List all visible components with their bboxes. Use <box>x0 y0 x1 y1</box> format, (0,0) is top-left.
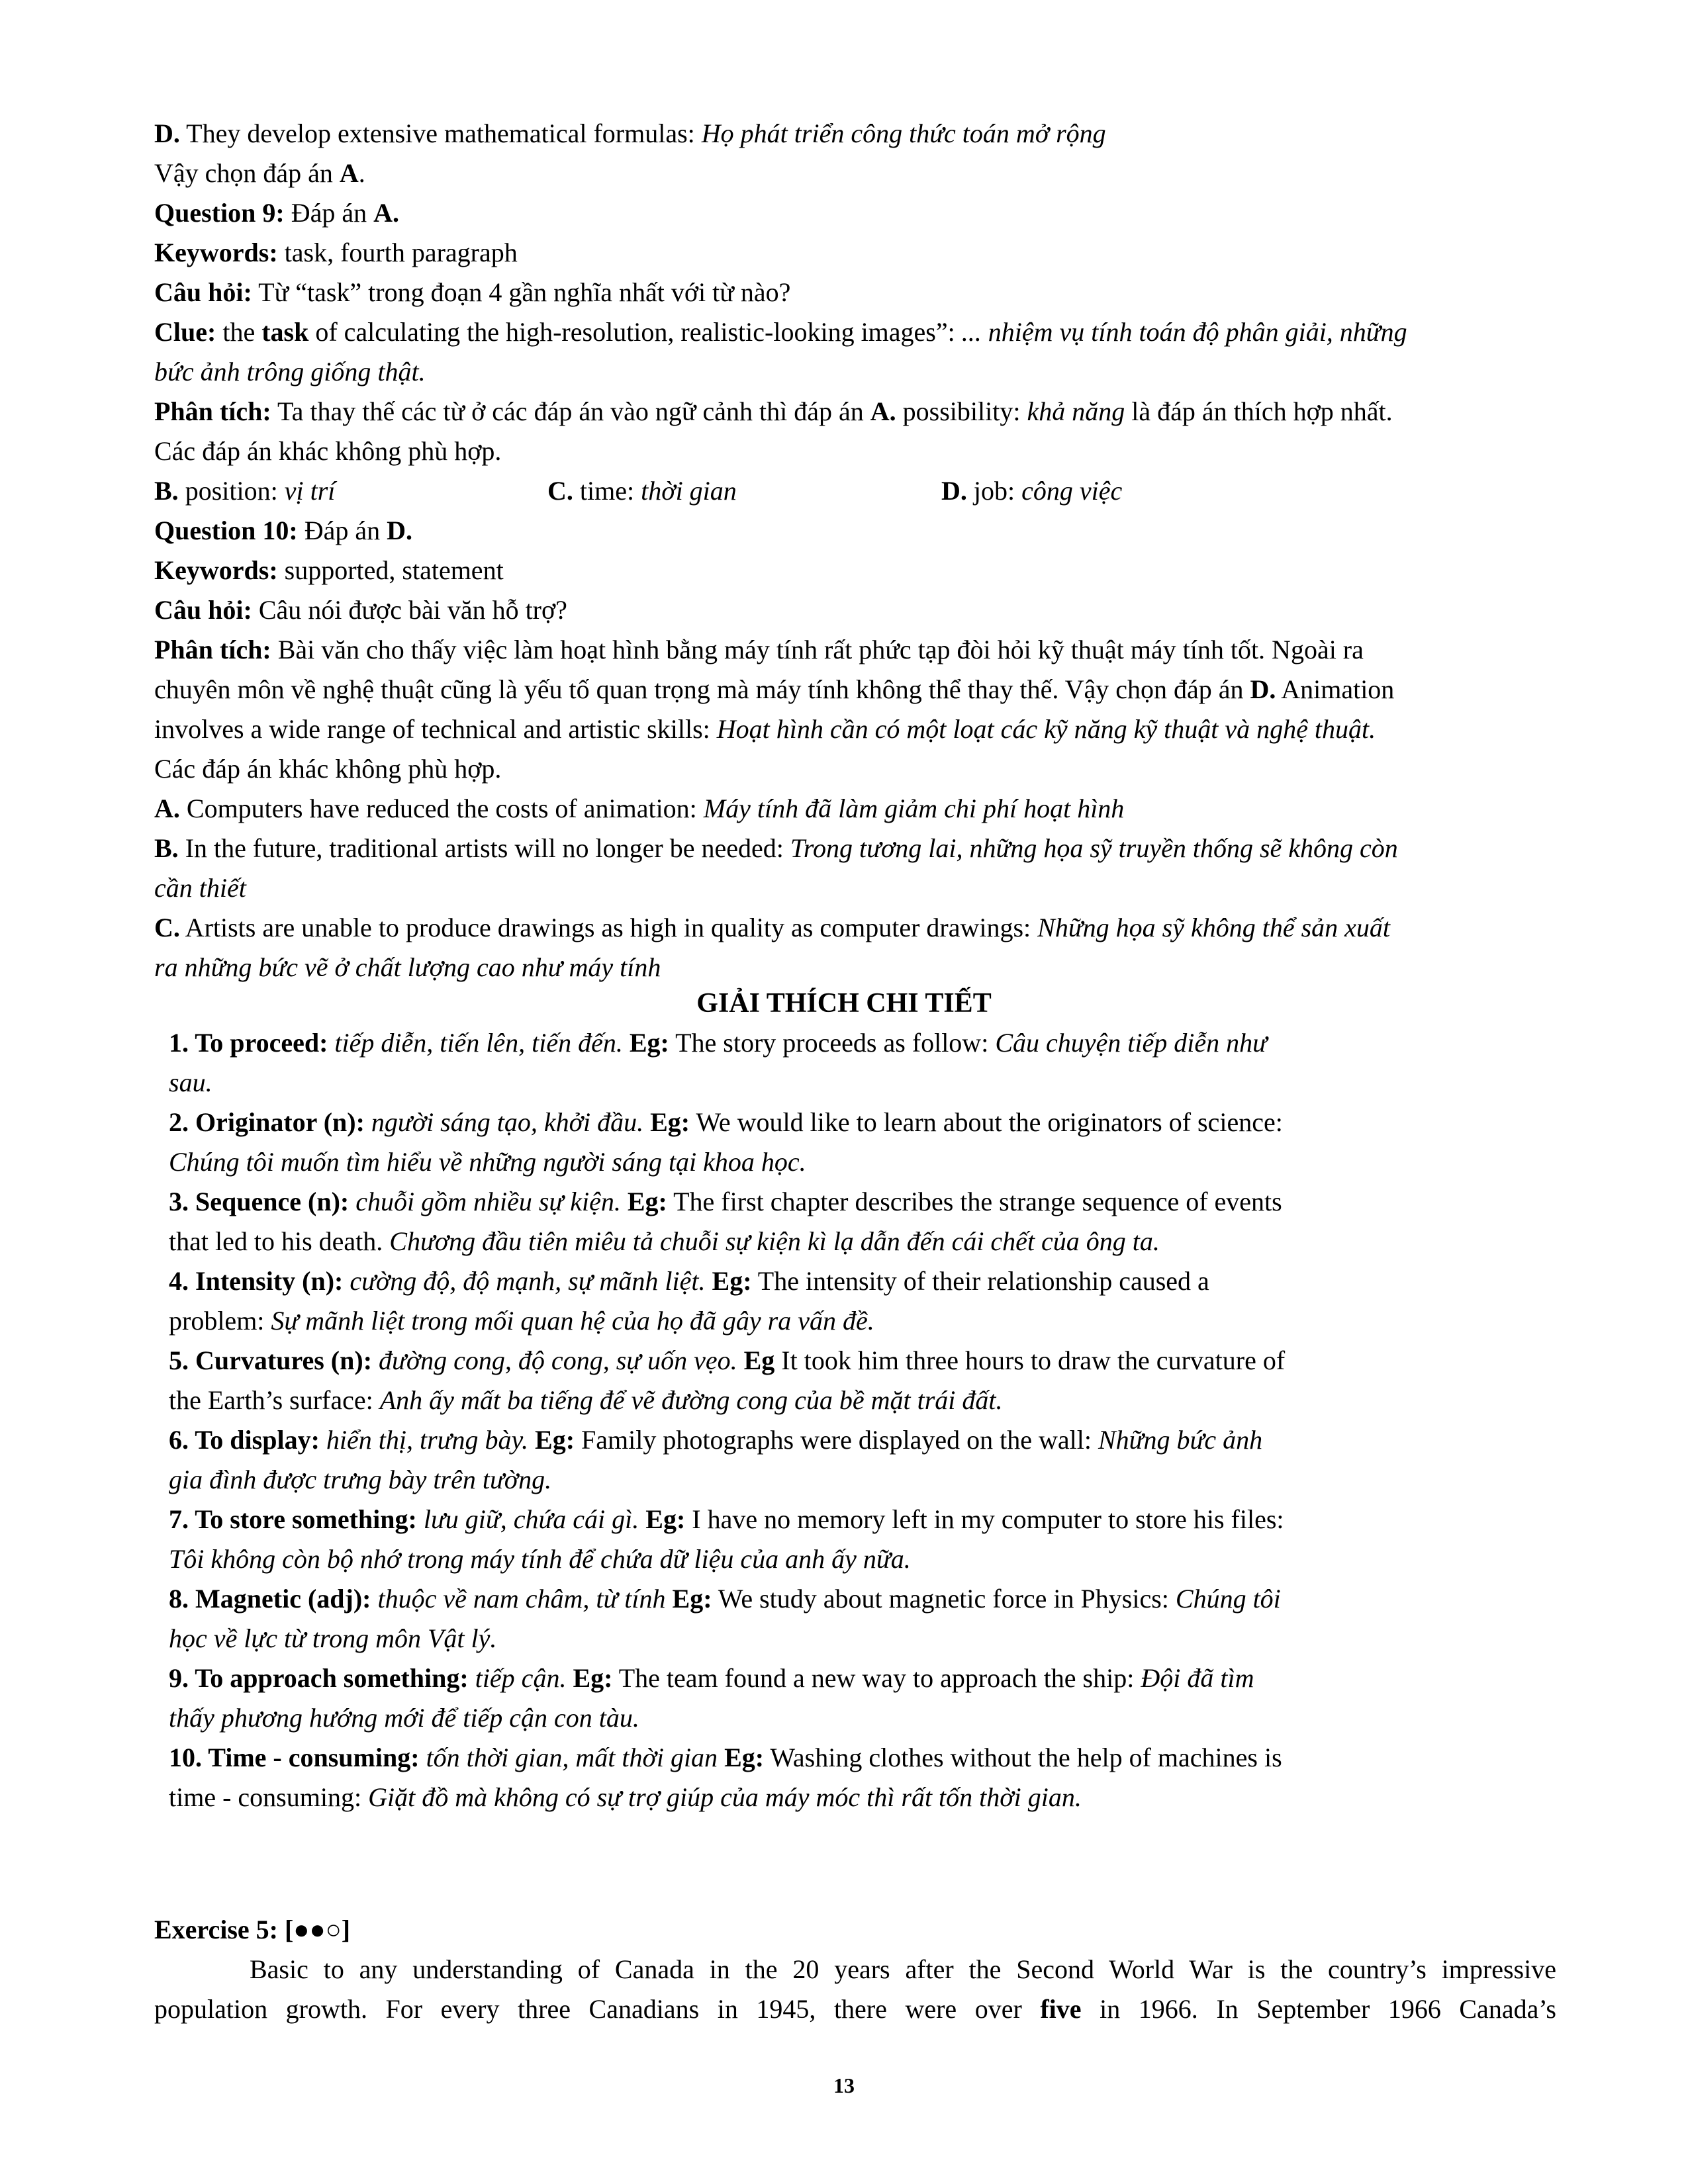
q8-option-d <box>154 118 1106 150</box>
clue-keyword: task <box>261 317 309 347</box>
conclusion-suffix: . <box>358 158 365 188</box>
option-text: Computers have reduced the costs of animation: <box>179 794 704 823</box>
vocab-eg-label: Eg: <box>643 1107 690 1137</box>
vocab-item-cont <box>169 1702 639 1734</box>
vocab-item <box>169 1742 1282 1774</box>
vocab-example-translation: Tôi không còn bộ nhớ trong máy tính để chứa dữ liệu của anh ấy nữa. <box>169 1544 911 1574</box>
vocab-example-translation: học về lực từ trong môn Vật lý. <box>169 1623 497 1653</box>
analysis-answer: D. <box>1250 674 1276 704</box>
vocab-item-cont <box>169 1226 1160 1257</box>
exercise-paragraph-line-1 <box>154 1954 1556 1985</box>
vocab-example-translation: Đội đã tìm <box>1141 1663 1254 1693</box>
option-text: job: <box>966 476 1022 506</box>
option-translation: Máy tính đã làm giảm chi phí hoạt hình <box>703 794 1125 823</box>
vocab-item-cont <box>169 1305 874 1337</box>
option-translation: Họ phát triển công thức toán mở rộng <box>701 118 1106 148</box>
analysis-label: Phân tích: <box>154 396 271 426</box>
option-text: position: <box>178 476 285 506</box>
q9-analysis <box>154 396 1393 428</box>
vocab-item-cont <box>169 1464 551 1496</box>
vocab-item-cont <box>169 1067 212 1099</box>
clue-text: of calculating the high-resolution, realistic-looking images”: <box>308 317 962 347</box>
vocab-item <box>169 1265 1209 1297</box>
vocab-example-translation: thấy phương hướng mới để tiếp cận con tàu. <box>169 1703 639 1733</box>
question-label: Câu hỏi: <box>154 277 252 307</box>
q10-analysis-2 <box>154 674 1394 705</box>
option-translation: thời gian <box>641 476 737 506</box>
vocab-example: The first chapter describes the strange sequence of events <box>667 1187 1282 1216</box>
analysis-text: possibility: <box>896 396 1027 426</box>
vocab-example: The team found a new way to approach the ship: <box>612 1663 1141 1693</box>
vocab-example-translation: Chúng tôi <box>1175 1584 1281 1614</box>
vocab-term: 9. To approach something: <box>169 1663 469 1693</box>
vocab-item <box>169 1424 1262 1456</box>
vocab-example-translation: Chương đầu tiên miêu tả chuỗi sự kiện kì lạ dẫn đến cái chết của ông ta. <box>389 1226 1160 1256</box>
vocab-term: 5. Curvatures (n): <box>169 1345 373 1375</box>
heading-text: Đáp án <box>297 516 387 545</box>
vocab-eg-label: Eg: <box>528 1425 575 1455</box>
vocab-item <box>169 1107 1283 1138</box>
paragraph-text: population growth. For every three Canadians in 1945, there were over <box>154 1994 1041 2024</box>
vocab-term: 3. Sequence (n): <box>169 1187 350 1216</box>
vocab-item-cont <box>169 1623 496 1655</box>
clue-text: the <box>216 317 262 347</box>
q10-question <box>154 594 567 626</box>
q9-clue-cont <box>154 356 426 388</box>
vocab-meaning: hiển thị, trưng bày. <box>319 1425 529 1455</box>
option-label: D. <box>941 476 967 506</box>
option-text: time: <box>573 476 641 506</box>
option-translation: vị trí <box>284 476 336 506</box>
vocab-eg-label: Eg: <box>620 1187 667 1216</box>
vocab-example: Family photographs were displayed on the wall: <box>575 1425 1098 1455</box>
page-number: 13 <box>833 2073 855 2097</box>
vocab-item <box>169 1583 1281 1615</box>
heading-text: Đáp án <box>284 198 374 228</box>
heading-answer: A. <box>373 198 399 228</box>
vocab-meaning: tốn thời gian, mất thời gian <box>419 1743 718 1772</box>
option-label: D. <box>154 118 180 148</box>
vocab-term: 1. To proceed: <box>169 1028 328 1058</box>
vocab-example: The intensity of their relationship caused a <box>751 1266 1209 1296</box>
option-text: They develop extensive mathematical formulas: <box>179 118 695 148</box>
vocab-item-cont <box>169 1782 1082 1813</box>
keywords-label: Keywords: <box>154 555 278 585</box>
vocab-item-cont <box>169 1146 806 1178</box>
vocab-example: The story proceeds as follow: <box>669 1028 996 1058</box>
conclusion-text: Vậy chọn đáp án <box>154 158 340 188</box>
question-text: Câu nói được bài văn hỗ trợ? <box>252 595 567 625</box>
question-label: Question 9: <box>154 198 285 228</box>
q10-analysis-3 <box>154 713 1376 745</box>
q10-option-b-cont <box>154 872 246 904</box>
analysis-text: Các đáp án khác không phù hợp. <box>154 436 502 466</box>
vocab-example: It took him three hours to draw the curvature of <box>774 1345 1286 1375</box>
vocab-term: 10. Time - consuming: <box>169 1743 420 1772</box>
heading-answer: D. <box>387 516 412 545</box>
option-translation: ra những bức vẽ ở chất lượng cao như máy tính <box>154 952 661 982</box>
clue-translation: ... nhiệm vụ tính toán độ phân giải, những <box>961 317 1407 347</box>
vocab-eg-label: Eg: <box>566 1663 613 1693</box>
q10-analysis-1 <box>154 634 1364 666</box>
option-translation: Trong tương lai, những họa sỹ truyền thống sẽ không còn <box>790 833 1398 863</box>
vocab-example-translation: gia đình được trưng bày trên tường. <box>169 1465 552 1494</box>
analysis-text: Ta thay thế các từ ở các đáp án vào ngữ cảnh thì đáp án <box>271 396 870 426</box>
analysis-text: Bài văn cho thấy việc làm hoạt hình bằng máy tính rất phức tạp đòi hỏi kỹ thuật máy tính tốt. Ngoài ra <box>271 635 1364 664</box>
keywords-text: supported, statement <box>277 555 504 585</box>
q9-clue <box>154 316 1407 348</box>
question-label: Question 10: <box>154 516 298 545</box>
vocab-term: 2. Originator (n): <box>169 1107 365 1137</box>
keywords-label: Keywords: <box>154 238 278 267</box>
q10-keywords <box>154 555 504 586</box>
analysis-text: chuyên môn về nghệ thuật cũng là yếu tố quan trọng mà máy tính không thể thay thế. Vậy chọn đáp án <box>154 674 1250 704</box>
vocab-eg-label: Eg <box>737 1345 775 1375</box>
vocab-item-cont <box>169 1543 911 1575</box>
q10-heading <box>154 515 412 547</box>
option-label: B. <box>154 833 179 863</box>
vocab-meaning: thuộc về nam châm, từ tính <box>371 1584 666 1614</box>
vocab-meaning: tiếp cận. <box>468 1663 567 1693</box>
vocab-example: the Earth’s surface: <box>169 1385 380 1415</box>
option-translation: công việc <box>1021 476 1123 506</box>
exercise-title <box>154 1914 350 1946</box>
vocab-meaning: lưu giữ, chứa cái gì. <box>416 1504 639 1534</box>
option-label: A. <box>154 794 180 823</box>
vocab-item <box>169 1027 1267 1059</box>
option-text: Artists are unable to produce drawings as high in quality as computer drawings: <box>179 913 1038 942</box>
vocab-term: 7. To store something: <box>169 1504 417 1534</box>
vocab-term: 4. Intensity (n): <box>169 1266 344 1296</box>
vocab-item-cont <box>169 1385 1003 1416</box>
option-translation: cần thiết <box>154 873 246 903</box>
vocab-item <box>169 1345 1285 1377</box>
option-label: C. <box>547 476 573 506</box>
clue-label: Clue: <box>154 317 216 347</box>
vocab-example-translation: Câu chuyện tiếp diễn như <box>995 1028 1267 1058</box>
vocab-example: time - consuming: <box>169 1782 369 1812</box>
clue-translation: bức ảnh trông giống thật. <box>154 357 426 387</box>
q9-option-c <box>547 475 737 507</box>
q8-conclusion <box>154 158 365 189</box>
vocab-meaning: cường độ, độ mạnh, sự mãnh liệt. <box>343 1266 706 1296</box>
option-translation: Những họa sỹ không thể sản xuất <box>1037 913 1391 942</box>
analysis-text: là đáp án thích hợp nhất. <box>1125 396 1393 426</box>
vocab-item <box>169 1186 1282 1218</box>
vocab-meaning: đường cong, độ cong, sự uốn vẹo. <box>372 1345 737 1375</box>
q10-option-a <box>154 793 1124 825</box>
vocab-item <box>169 1504 1284 1535</box>
vocab-example-translation: Chúng tôi muốn tìm hiểu về những người sáng tại khoa học. <box>169 1147 806 1177</box>
vocab-example-translation: Những bức ảnh <box>1098 1425 1263 1455</box>
option-label: B. <box>154 476 179 506</box>
q10-option-c-cont <box>154 952 661 983</box>
vocab-eg-label: Eg: <box>622 1028 669 1058</box>
vocab-item <box>169 1662 1254 1694</box>
vocab-example: Washing clothes without the help of machines is <box>764 1743 1282 1772</box>
vocab-example: that led to his death. <box>169 1226 390 1256</box>
vocab-eg-label: Eg: <box>639 1504 686 1534</box>
vocab-example: We would like to learn about the originators of science: <box>690 1107 1283 1137</box>
option-text: In the future, traditional artists will no longer be needed: <box>178 833 790 863</box>
analysis-text: Animation <box>1276 674 1395 704</box>
vocab-example-translation: Giặt đồ mà không có sự trợ giúp của máy móc thì rất tốn thời gian. <box>368 1782 1082 1812</box>
vocab-example-translation: Anh ấy mất ba tiếng để vẽ đường cong của bề mặt trái đất. <box>379 1385 1003 1415</box>
exercise-paragraph-line-2 <box>154 1993 1556 2025</box>
vocab-term: 6. To display: <box>169 1425 320 1455</box>
question-label: Câu hỏi: <box>154 595 252 625</box>
option-label: C. <box>154 913 180 942</box>
vocab-example: We study about magnetic force in Physics: <box>712 1584 1176 1614</box>
q9-question <box>154 277 790 308</box>
vocab-example: problem: <box>169 1306 271 1336</box>
q10-option-c <box>154 912 1390 944</box>
vocab-meaning: người sáng tạo, khởi đầu. <box>364 1107 644 1137</box>
analysis-text: Các đáp án khác không phù hợp. <box>154 754 502 784</box>
q10-option-b <box>154 833 1398 864</box>
analysis-label: Phân tích: <box>154 635 271 664</box>
paragraph-text: Basic to any understanding of Canada in the 20 years after the Second World War is the country’s impressive <box>250 1954 1556 1984</box>
vocab-meaning: tiếp diễn, tiến lên, tiến đến. <box>328 1028 623 1058</box>
q9-analysis-cont <box>154 435 501 467</box>
vocab-eg-label: Eg: <box>665 1584 712 1614</box>
q10-analysis-4 <box>154 753 501 785</box>
analysis-answer: A. <box>870 396 896 426</box>
vocab-eg-label: Eg: <box>718 1743 765 1772</box>
q9-keywords <box>154 237 518 269</box>
q9-option-d <box>941 475 1122 507</box>
q9-option-b <box>154 475 335 507</box>
paragraph-text: in 1966. In September 1966 Canada’s <box>1081 1994 1557 2024</box>
vocab-term: 8. Magnetic (adj): <box>169 1584 371 1614</box>
vocab-meaning: chuỗi gồm nhiều sự kiện. <box>349 1187 621 1216</box>
question-text: Từ “task” trong đoạn 4 gần nghĩa nhất với từ nào? <box>252 277 791 307</box>
vocab-example-translation: sau. <box>169 1068 212 1097</box>
paragraph-emphasis: five <box>1040 1994 1082 2024</box>
analysis-text: involves a wide range of technical and artistic skills: <box>154 714 717 744</box>
section-heading: GIẢI THÍCH CHI TIẾT <box>696 988 992 1019</box>
vocab-example: I have no memory left in my computer to store his files: <box>685 1504 1284 1534</box>
keywords-text: task, fourth paragraph <box>277 238 518 267</box>
vocab-example-translation: Sự mãnh liệt trong mối quan hệ của họ đã gây ra vấn đề. <box>271 1306 874 1336</box>
q9-heading <box>154 197 399 229</box>
conclusion-answer: A <box>339 158 359 188</box>
analysis-translation: khả năng <box>1027 396 1125 426</box>
vocab-eg-label: Eg: <box>705 1266 752 1296</box>
analysis-translation: Hoạt hình cần có một loạt các kỹ năng kỹ thuật và nghệ thuật. <box>716 714 1376 744</box>
exercise-title-text: Exercise 5: [●●○] <box>154 1915 351 1944</box>
